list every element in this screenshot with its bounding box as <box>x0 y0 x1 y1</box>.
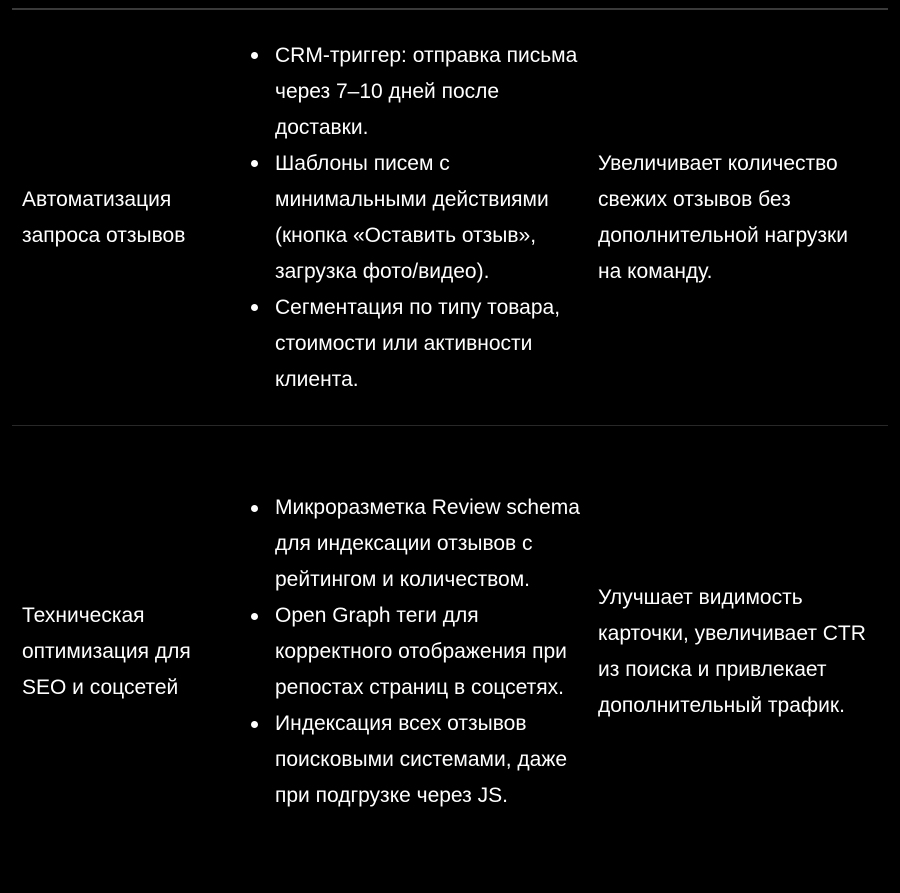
bullet-text: Open Graph теги для корректного отображения при репостах страниц в соцсетях. <box>275 604 567 699</box>
bullet-list <box>248 490 582 814</box>
bullet-icon <box>251 52 258 59</box>
comparison-table <box>12 8 888 878</box>
bullet-text: Индексация всех отзывов поисковыми системами, даже при подгрузке через JS. <box>275 712 568 807</box>
bullet-text: Шаблоны писем с минимальными действиями (кнопка «Оставить отзыв», загрузка фото/видео). <box>275 151 549 283</box>
bullet-text: CRM-триггер: отправка письма через 7–10 дней после доставки. <box>275 43 578 139</box>
bullet-item <box>248 706 582 814</box>
benefit-cell: Увеличивает количество свежих отзывов без дополнительной нагрузки на команду. <box>598 151 848 283</box>
bullet-item <box>248 290 582 398</box>
tactics-cell <box>238 28 588 408</box>
bullet-icon <box>251 304 258 311</box>
bullet-text: Сегментация по типу товара, стоимости или активности клиента. <box>275 295 561 391</box>
bullet-text: Микроразметка Review schema для индексации отзывов с рейтингом и количеством. <box>275 496 580 591</box>
bullet-item <box>248 38 582 146</box>
table-row <box>12 425 888 878</box>
benefit-cell: Улучшает видимость карточки, увеличивает CTR из поиска и привлекает дополнительный трафик. <box>598 586 866 717</box>
tactics-cell <box>238 480 588 824</box>
bullet-icon <box>251 160 258 167</box>
bullet-item <box>248 490 582 598</box>
page <box>0 8 900 893</box>
bullet-icon <box>251 721 258 728</box>
bullet-icon <box>251 613 258 620</box>
bullet-list <box>248 38 582 398</box>
category-cell: Автоматизация запроса отзывов <box>22 187 186 247</box>
table-row <box>12 8 888 425</box>
bullet-icon <box>251 505 258 512</box>
category-cell: Техническая оптимизация для SEO и соцсетей <box>22 604 191 699</box>
bullet-item <box>248 146 582 290</box>
bullet-item <box>248 598 582 706</box>
